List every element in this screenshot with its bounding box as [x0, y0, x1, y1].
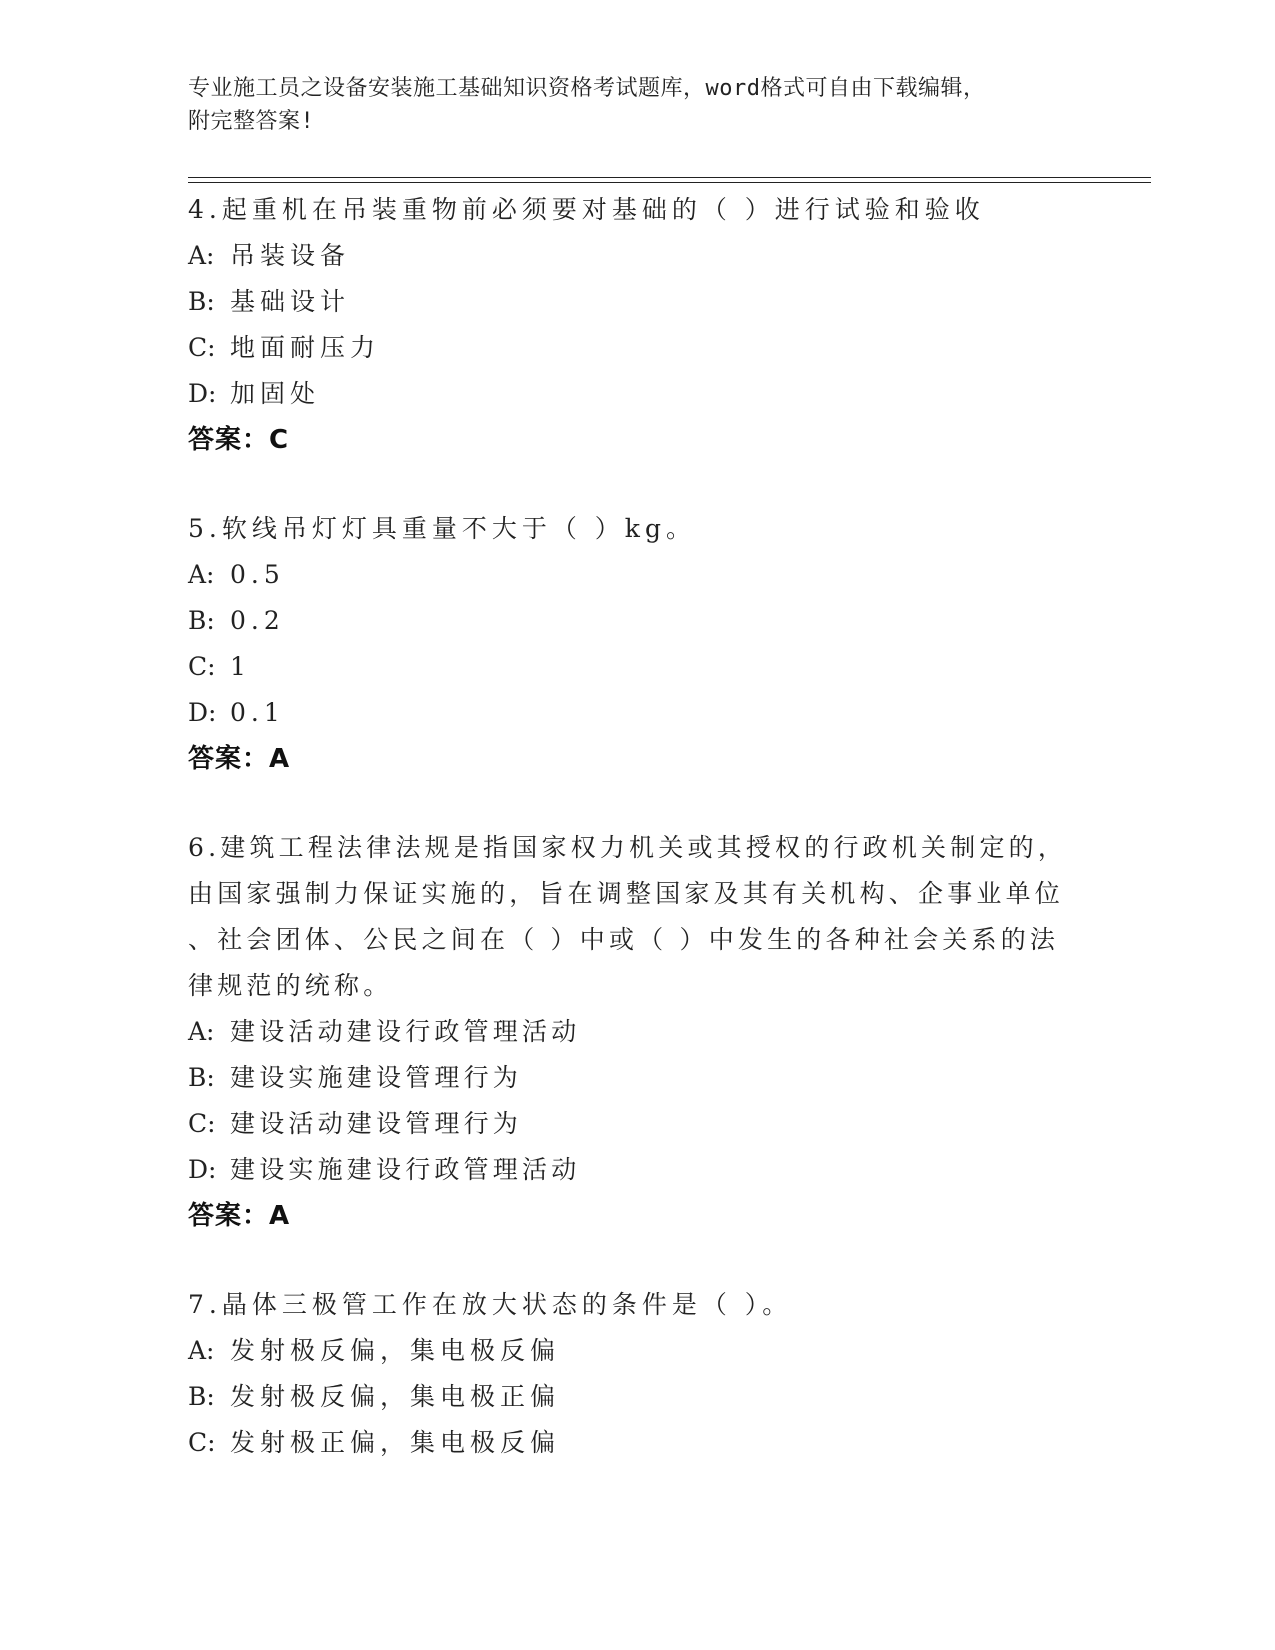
option-key: C:: [188, 333, 216, 362]
option-text: 建设实施建设行政管理活动: [230, 1155, 581, 1184]
option-key: C:: [188, 1428, 216, 1457]
option-key: B:: [188, 606, 215, 635]
option-key: A:: [188, 1017, 215, 1046]
option-b: [188, 598, 1088, 644]
option-text: 地面耐压力: [230, 333, 381, 362]
option-b: [188, 1055, 1088, 1101]
answer-label: 答案：C: [188, 425, 290, 455]
option-key: A:: [188, 560, 215, 589]
option-text: 加固处: [230, 379, 321, 408]
option-c: [188, 325, 1088, 371]
option-key: B:: [188, 1382, 215, 1411]
question-5: [188, 506, 1088, 782]
option-a: [188, 1328, 1088, 1374]
question-7: [188, 1282, 1088, 1466]
option-key: D:: [188, 1155, 217, 1184]
option-key: D:: [188, 379, 217, 408]
question-4: [188, 187, 1088, 463]
option-c: [188, 1101, 1088, 1147]
option-a: [188, 1009, 1088, 1055]
option-text: 发射极反偏，集电极反偏: [230, 1336, 561, 1365]
option-key: A:: [188, 1336, 215, 1365]
option-key: B:: [188, 287, 215, 316]
option-key: C:: [188, 1109, 216, 1138]
option-key: D:: [188, 698, 217, 727]
option-text: 0.5: [230, 560, 285, 589]
option-d: [188, 1147, 1088, 1193]
option-text: 发射极正偏，集电极反偏: [230, 1428, 561, 1457]
header-divider-bottom: [188, 182, 1151, 183]
option-a: [188, 233, 1088, 279]
option-c: [188, 644, 1088, 690]
option-b: [188, 1374, 1088, 1420]
question-stem-line-4: 律规范的统称。: [188, 971, 393, 1000]
question-stem-line-2: 由国家强制力保证实施的，旨在调整国家及其有关机构、企事业单位: [188, 879, 1065, 908]
option-text: 1: [230, 652, 251, 681]
option-d: [188, 371, 1088, 417]
header-line-2: 附完整答案!: [188, 109, 315, 134]
option-text: 建设活动建设行政管理活动: [230, 1017, 581, 1046]
question-6: [188, 825, 1088, 1239]
document-header: [188, 72, 1088, 138]
option-text: 建设活动建设管理行为: [230, 1109, 523, 1138]
option-text: 建设实施建设管理行为: [230, 1063, 523, 1092]
question-stem: 7.晶体三极管工作在放大状态的条件是（ ）。: [188, 1290, 793, 1319]
question-stem: 5.软线吊灯灯具重量不大于（ ）kg。: [188, 514, 696, 543]
option-text: 0.2: [230, 606, 285, 635]
answer-label: 答案：A: [188, 1201, 291, 1231]
option-key: A:: [188, 241, 215, 270]
option-text: 基础设计: [230, 287, 351, 316]
option-key: B:: [188, 1063, 215, 1092]
question-stem: 4.起重机在吊装重物前必须要对基础的（ ）进行试验和验收: [188, 195, 985, 224]
option-b: [188, 279, 1088, 325]
option-d: [188, 690, 1088, 736]
option-a: [188, 552, 1088, 598]
header-line-1: 专业施工员之设备安装施工基础知识资格考试题库，word格式可自由下载编辑，: [188, 76, 986, 101]
header-divider-top: [188, 177, 1151, 178]
option-key: C:: [188, 652, 216, 681]
question-stem-line-3: 、社会团体、公民之间在（ ）中或（ ）中发生的各种社会关系的法: [188, 925, 1060, 954]
option-text: 发射极反偏，集电极正偏: [230, 1382, 561, 1411]
option-c: [188, 1420, 1088, 1466]
option-text: 0.1: [230, 698, 285, 727]
option-text: 吊装设备: [230, 241, 351, 270]
answer-label: 答案：A: [188, 744, 291, 774]
question-stem-line-1: 6.建筑工程法律法规是指国家权力机关或其授权的行政机关制定的，: [188, 833, 1068, 862]
